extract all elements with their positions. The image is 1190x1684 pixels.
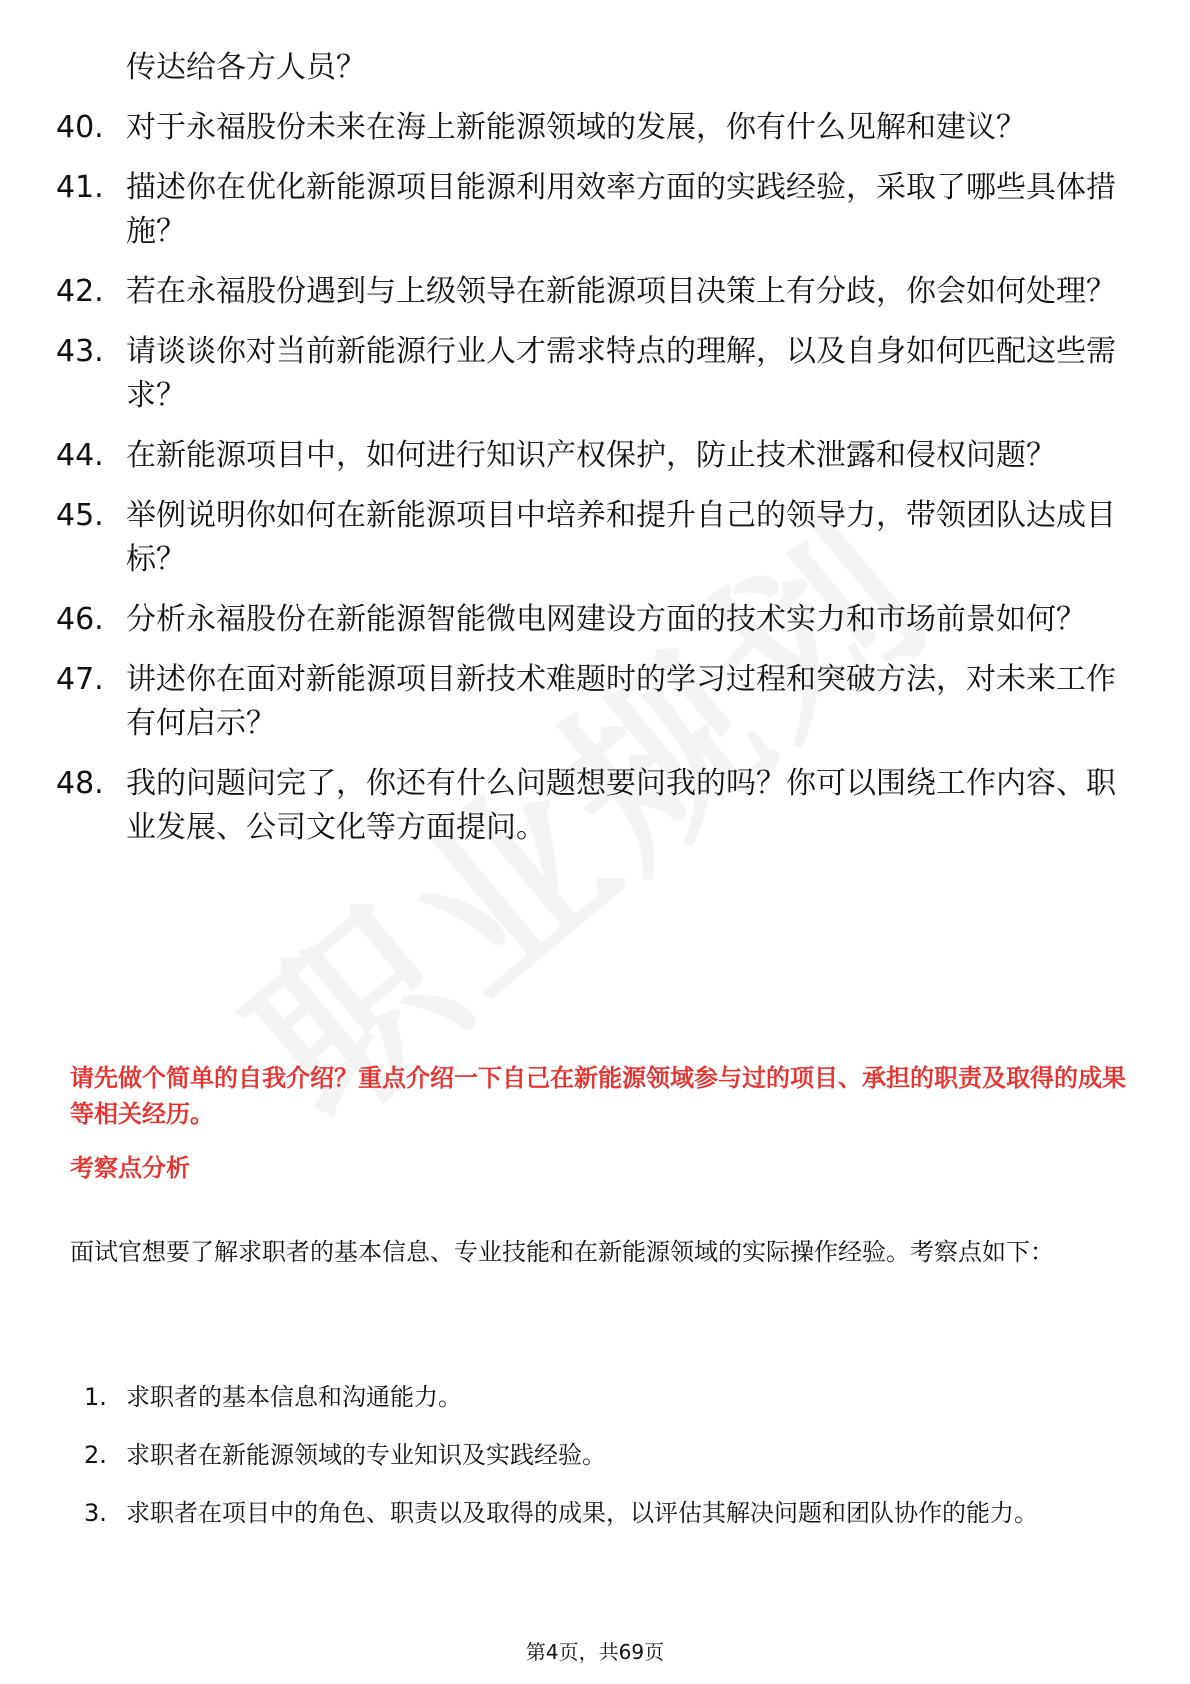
point-item-1 (84, 1370, 1124, 1424)
question-text: 对于永福股份未来在海上新能源领域的发展，你有什么见解和建议？ (126, 110, 1026, 145)
page-footer: 第4页，共69页 (525, 1640, 665, 1664)
point-text: 求职者在新能源领域的专业知识及实践经验。 (126, 1441, 606, 1469)
question-item-41 (56, 166, 1126, 254)
question-item-47 (56, 658, 1126, 746)
question-text: 若在永福股份遇到与上级领导在新能源项目决策上有分歧，你会如何处理？ (126, 274, 1116, 309)
point-item-2 (84, 1428, 1124, 1482)
question-number: 48. (56, 766, 104, 801)
question-item-42 (56, 270, 1126, 314)
point-text: 求职者的基本信息和沟通能力。 (126, 1383, 462, 1411)
question-number: 44. (56, 438, 104, 473)
question-text: 举例说明你如何在新能源项目中培养和提升自己的领导力，带领团队达成目标？ (126, 498, 1116, 577)
points-list (84, 1370, 1124, 1544)
question-list (56, 106, 1126, 866)
question-item-45 (56, 494, 1126, 582)
question-number: 45. (56, 498, 104, 533)
section-heading: 请先做个简单的自我介绍？重点介绍一下自己在新能源领域参与过的项目、承担的职责及取得的成果等相关经历。 (70, 1064, 1126, 1128)
question-text: 在新能源项目中，如何进行知识产权保护，防止技术泄露和侵权问题？ (126, 438, 1056, 473)
question-text: 请谈谈你对当前新能源行业人才需求特点的理解，以及自身如何匹配这些需求？ (126, 334, 1116, 413)
question-number: 43. (56, 334, 104, 369)
question-number: 47. (56, 662, 104, 697)
question-number: 40. (56, 110, 104, 145)
question-item-48 (56, 762, 1126, 850)
point-item-3 (84, 1486, 1124, 1540)
question-item-46 (56, 598, 1126, 642)
question-item-40 (56, 106, 1126, 150)
question-text: 讲述你在面对新能源项目新技术难题时的学习过程和突破方法，对未来工作有何启示？ (126, 662, 1116, 741)
analysis-subheading: 考察点分析 (70, 1154, 190, 1182)
question-text: 我的问题问完了，你还有什么问题想要问我的吗？你可以围绕工作内容、职业发展、公司文化等方面提问。 (126, 766, 1116, 845)
analysis-paragraph: 面试官想要了解求职者的基本信息、专业技能和在新能源领域的实际操作经验。考察点如下： (70, 1238, 1054, 1266)
point-text: 求职者在项目中的角色、职责以及取得的成果，以评估其解决问题和团队协作的能力。 (126, 1499, 1038, 1527)
question-text: 分析永福股份在新能源智能微电网建设方面的技术实力和市场前景如何？ (126, 602, 1086, 637)
question-continuation: 传达给各方人员？ (126, 50, 366, 85)
point-number: 2. (84, 1441, 107, 1469)
question-number: 46. (56, 602, 104, 637)
question-text: 描述你在优化新能源项目能源利用效率方面的实践经验，采取了哪些具体措施？ (126, 170, 1116, 249)
point-number: 3. (84, 1499, 107, 1527)
question-item-44 (56, 434, 1126, 478)
question-item-43 (56, 330, 1126, 418)
point-number: 1. (84, 1383, 107, 1411)
question-number: 42. (56, 274, 104, 309)
question-number: 41. (56, 170, 104, 205)
